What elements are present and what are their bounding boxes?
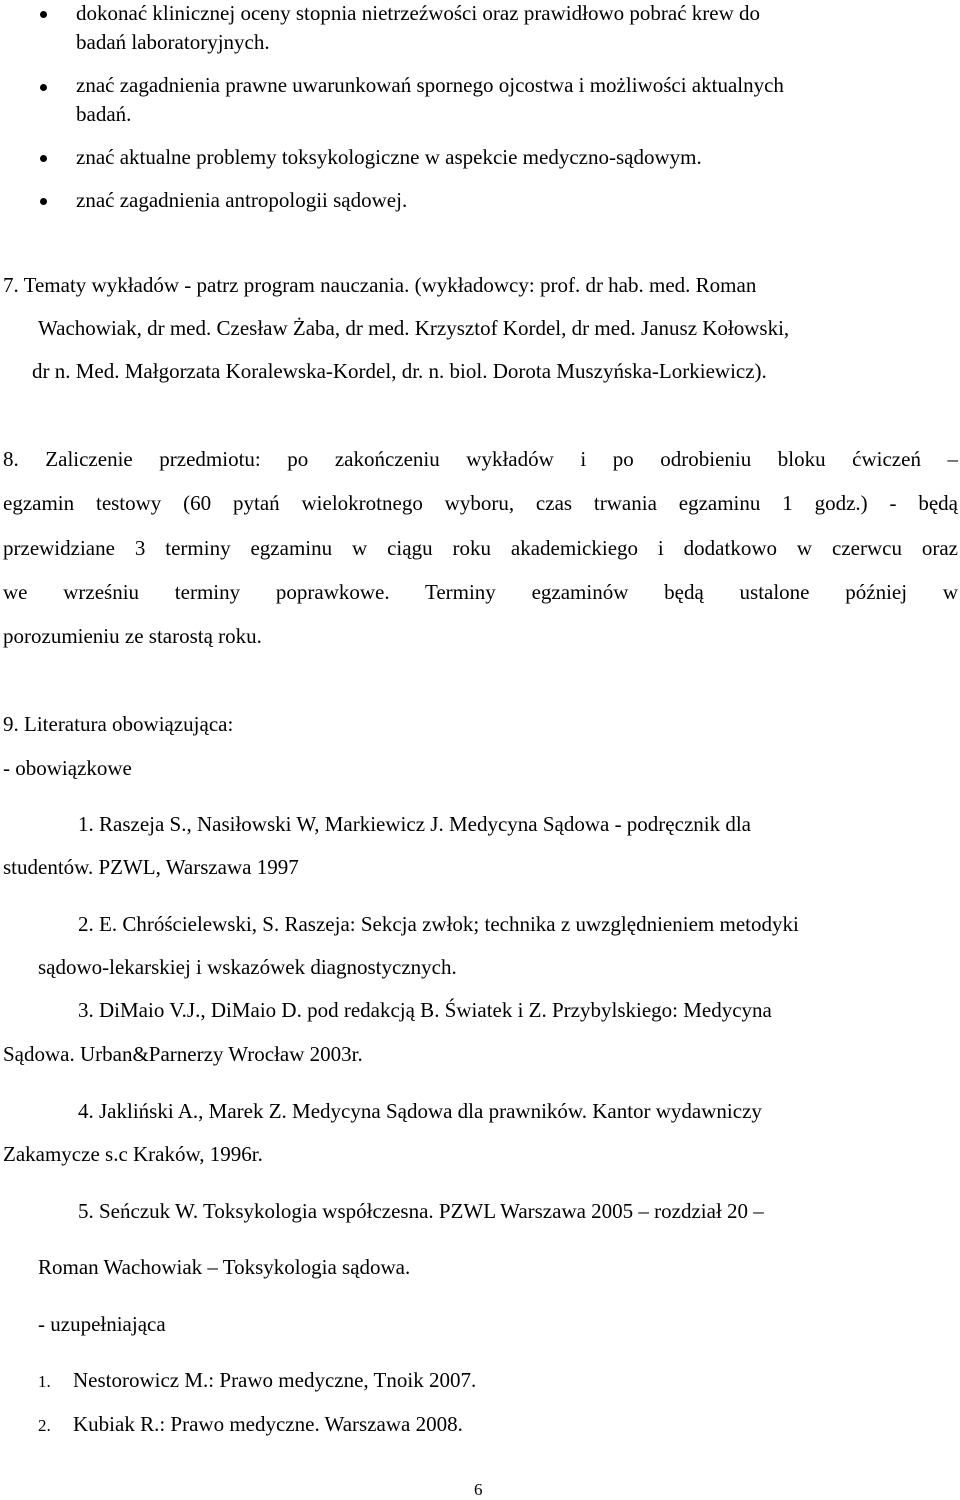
reference-line: 1. Raszeja S., Nasiłowski W, Markiewicz J. Medycyna Sądowa - podręcznik dla [78, 812, 752, 836]
section-8-line: porozumieniu ze starostą roku. [3, 624, 262, 648]
section-8-line: przewidziane 3 terminy egzaminu w ciągu roku akademickiego i dodatkowo w czerwcu oraz [3, 536, 958, 560]
reference-line: Sądowa. Urban&Parnerzy Wrocław 2003r. [3, 1042, 363, 1066]
bullet-item-line: znać zagadnienia antropologii sądowej. [76, 188, 408, 212]
section-7-line: Wachowiak, dr med. Czesław Żaba, dr med. Krzysztof Kordel, dr med. Janusz Kołowski, [38, 316, 790, 340]
reference-line: sądowo-lekarskiej i wskazówek diagnostycznych. [38, 955, 457, 979]
bullet-item-line: badań laboratoryjnych. [76, 30, 270, 54]
supplementary-label: - uzupełniająca [38, 1312, 166, 1336]
bullet-icon [40, 84, 47, 91]
bullet-item-line: znać zagadnienia prawne uwarunkowań spornego ojcostwa i możliwości aktualnych [76, 73, 784, 97]
bullet-item-line: znać aktualne problemy toksykologiczne w aspekcie medyczno-sądowym. [76, 145, 702, 169]
bullet-item-line: badań. [76, 102, 132, 126]
reference-line: 4. Jakliński A., Marek Z. Medycyna Sądowa dla prawników. Kantor wydawniczy [78, 1099, 762, 1123]
supp-reference-text: Nestorowicz M.: Prawo medyczne, Tnoik 2007. [73, 1368, 477, 1392]
mandatory-label: - obowiązkowe [3, 756, 132, 780]
supp-reference-number: 1. [38, 1372, 51, 1391]
page-number: 6 [474, 1480, 483, 1499]
section-7-line: dr n. Med. Małgorzata Koralewska-Kordel, dr. n. biol. Dorota Muszyńska-Lorkiewicz). [32, 359, 767, 383]
section-8-line: 8. Zaliczenie przedmiotu: po zakończeniu wykładów i po odrobieniu bloku ćwiczeń – [3, 447, 958, 471]
bullet-icon [40, 11, 47, 18]
bullet-icon [40, 155, 47, 162]
reference-line: Roman Wachowiak – Toksykologia sądowa. [38, 1255, 411, 1279]
supp-reference-text: Kubiak R.: Prawo medyczne. Warszawa 2008. [73, 1412, 463, 1436]
section-8-line: egzamin testowy (60 pytań wielokrotnego wyboru, czas trwania egzaminu 1 godz.) - będą [3, 491, 958, 515]
section-7-line: 7. Tematy wykładów - patrz program nauczania. (wykładowcy: prof. dr hab. med. Roman [3, 273, 757, 297]
literature-heading: 9. Literatura obowiązująca: [3, 712, 234, 736]
reference-line: 5. Seńczuk W. Toksykologia współczesna. PZWL Warszawa 2005 – rozdział 20 – [78, 1199, 764, 1223]
reference-line: Zakamycze s.c Kraków, 1996r. [3, 1142, 263, 1166]
reference-line: studentów. PZWL, Warszawa 1997 [3, 855, 299, 879]
reference-line: 2. E. Chróścielewski, S. Raszeja: Sekcja zwłok; technika z uwzględnieniem metodyki [78, 912, 799, 936]
reference-line: 3. DiMaio V.J., DiMaio D. pod redakcją B. Światek i Z. Przybylskiego: Medycyna [78, 998, 772, 1022]
bullet-icon [40, 198, 47, 205]
supp-reference-number: 2. [38, 1416, 51, 1435]
section-8-line: we wrześniu terminy poprawkowe. Terminy egzaminów będą ustalone później w [3, 580, 958, 604]
bullet-item-line: dokonać klinicznej oceny stopnia nietrzeźwości oraz prawidłowo pobrać krew do [76, 1, 760, 25]
